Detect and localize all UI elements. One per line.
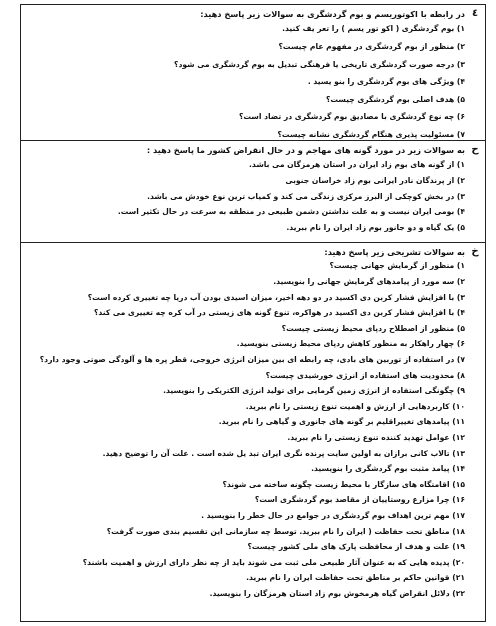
question-line: ۴) بومی ایران نیست و به علت نداشتن دشمن طبیعی در منطقه به سرعت در حال تکثیر است. (117, 207, 465, 216)
worksheet (20, 4, 486, 622)
question-line: ۵) هدف اصلی بوم گردشگری چیست؟ (325, 94, 465, 104)
section-heading: در رابطه با اکوتوریسم و بوم گردشگری به سوالات زیر پاسخ دهید: (200, 9, 465, 19)
question-line: ۱۹) علت و هدف از محافظت پارک های ملی کشور چیست؟ (247, 542, 465, 552)
question-line: ۱۴) پیامد مثبت بوم گردشگری را بنویسید. (311, 464, 465, 474)
section-content (25, 9, 465, 143)
section-number: ح (471, 144, 479, 155)
question-line: ۸) محدودیت های استفاده از انرژی خورشیدی چیست؟ (265, 370, 465, 380)
question-line: ۳) با افزایش فشار کربن دی اکسید در دو دهه اخیر، میزان اسیدی بودن آب دریا چه تغییری کرده است؟ (87, 292, 465, 302)
question-line: ۱۱) پیامدهای تغییراقلیم بر گونه های جانوری و گیاهی را نام ببرید. (218, 417, 465, 427)
question-line: ۳) درجه صورت گردشگری تاریخی یا فرهنگی تبدیل به بوم گردشگری می شود؟ (174, 59, 465, 69)
question-line: ۷) در استفاده از توربین های بادی، چه رابطه ای بین میزان انرژی خروجی، قطر پره ها و آلودگی صوتی وجود دارد؟ (39, 354, 465, 364)
question-line: ۱) از گونه های بوم زاد ایران در استان هرمزگان می باشد. (249, 160, 465, 169)
question-line: ۱۲) عوامل تهدید کننده تنوع زیستی را نام ببرید. (287, 432, 465, 442)
section-ecotourism (21, 5, 485, 140)
question-line: ۱۸) مناطق تحت حفاظت ( ایران را نام ببرید. توسط چه سازمانی این تقسیم بندی صورت گرفت؟ (106, 526, 465, 536)
question-line: ۷) مسئولیت پذیری هنگام گردشگری نشانه چیست؟ (277, 129, 465, 139)
section-number: ٤ (471, 8, 479, 19)
question-line: ۲) سه مورد از پیامدهای گرمایش جهانی را بنویسید. (273, 277, 465, 286)
section-heading: به سوالات تشریحی زیر پاسخ دهید: (324, 247, 465, 257)
question-line: ۵) یک گیاه و دو جانور بوم زاد ایران را نام ببرید. (286, 222, 465, 232)
question-line: ۴) ویژگی های بوم گردشگری را بنو یسید . (307, 77, 465, 86)
question-line: ۵) منظور از اصطلاح ردپای محیط زیستی چیست؟ (281, 323, 465, 333)
section-content (25, 247, 465, 601)
question-line: ۲۰) پدیده هایی که به عنوان آثار طبیعی ملی ثبت می شوند باید از چه نظر دارای ارزش و اهمیت باشند؟ (82, 557, 465, 567)
question-line: ۱۰) کاربردهایی از ارزش و اهمیت تنوع زیستی را نام ببرید. (245, 401, 465, 411)
section-endangered-species (21, 140, 485, 243)
question-line: ۶) چه نوع گردشگری با مصادیق بوم گردشگری در تضاد است؟ (238, 112, 465, 121)
section-heading: به سوالات زیر در مورد گونه های مهاجم و در حال انقراض کشور ما پاسخ دهید : (146, 145, 465, 155)
question-line: ۶) چهار راهکار به منظور کاهش ردپای محیط زیستی بنویسید. (236, 339, 465, 349)
question-line: ۲) از پرندگان نادر ایرانی بوم زاد خراسان جنوبی (285, 176, 465, 185)
section-number: خ (471, 246, 479, 257)
question-line: ۱۶) چرا مزارع روستاییان از مقاصد بوم گردشگری است؟ (254, 495, 465, 505)
section-content (25, 145, 465, 235)
question-line: ۲۱) قوانین حاکم بر مناطق تحت حفاظت ایران را نام ببرید. (246, 573, 465, 583)
question-line: ۲۲) دلائل انقراض گیاه هرمخوش بوم زاد استان هرمزگان را بنویسید. (209, 588, 465, 598)
question-line: ۳) در بخش کوچکی از البرز مرکزی زندگی می کند و کمیاب ترین نوع خودش می باشد. (147, 191, 465, 201)
question-line: ۴) با افزایش فشار کربن دی اکسید در هواکره، تنوع گونه های زیستی در آب کره چه تغییری می کند؟ (93, 308, 465, 318)
question-line: ۱۳) تالاب کانی برازان به اولین سایت پرنده نگری ایران تبد یل شده است . علت آن را توضیح دهید. (102, 448, 465, 458)
question-line: ۹) چگونگی استفاده از انرژی زمین گرمایی برای تولید انرژی الکتریکی را بنویسید. (163, 386, 465, 396)
question-line: ۱) منظور از گرمایش جهانی چیست؟ (329, 261, 465, 270)
question-line: ۱۷) مهم ترین اهداف بوم گردشگری در جوامع در حال خطر را بنویسید . (201, 510, 465, 520)
question-line: ۲) منظور از بوم گردشگری در مفهوم عام چیست؟ (278, 42, 465, 51)
section-descriptive-questions (21, 242, 485, 624)
question-line: ۱) بوم گردشگری ( اکو تور یسم ) را تعر یف کنید. (282, 24, 465, 33)
question-line: ۱۵) اقامتگاه های سازگار با محیط زیست چگونه ساخته می شوند؟ (222, 479, 465, 489)
